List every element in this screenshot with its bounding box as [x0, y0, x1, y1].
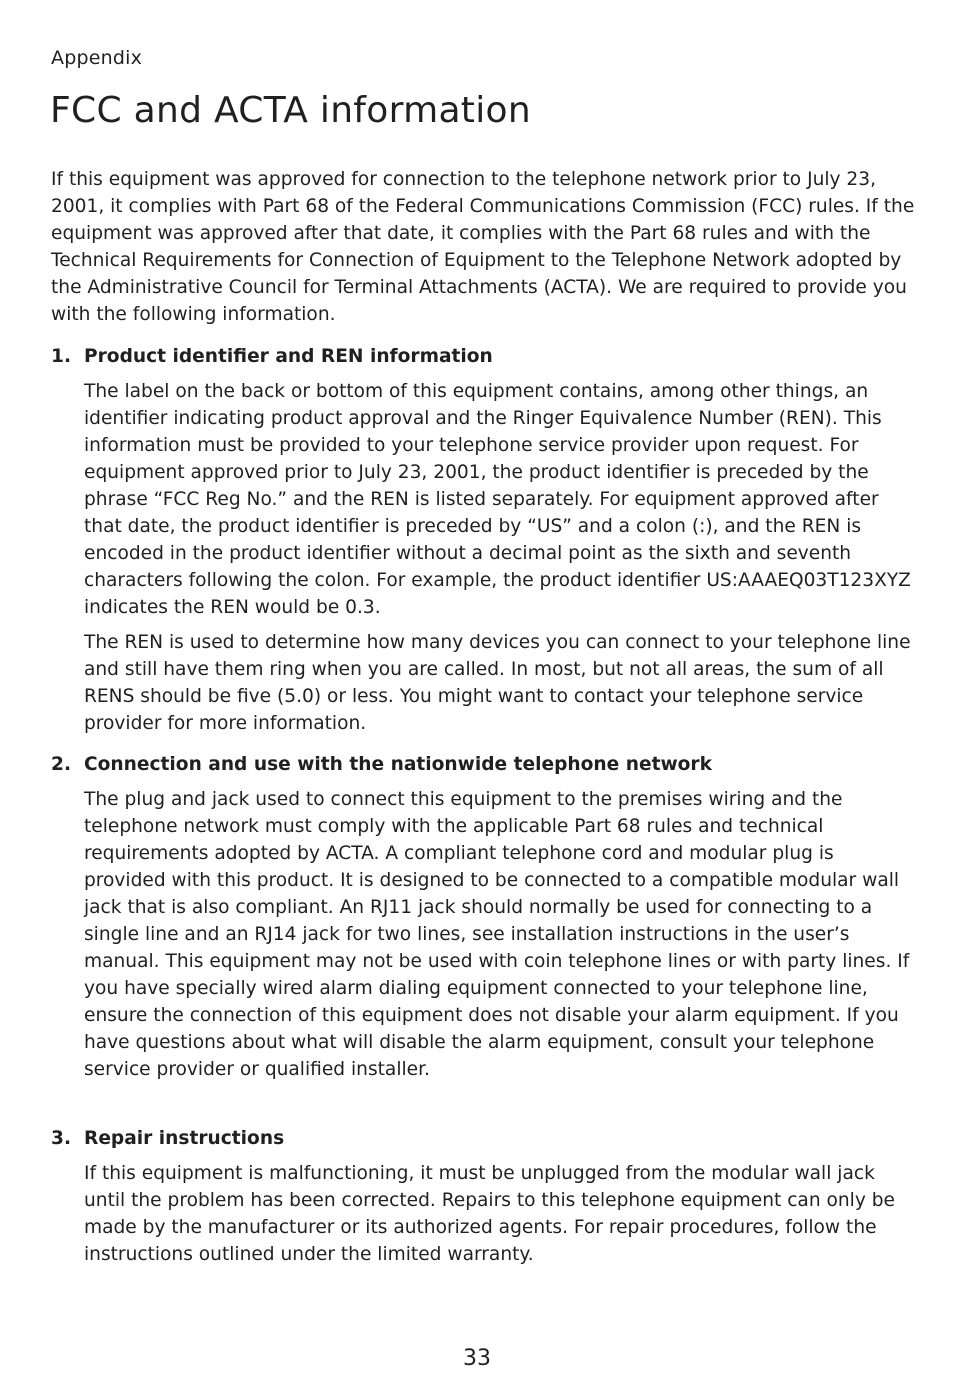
intro-paragraph: If this equipment was approved for connection to the telephone network prior to July 23, 2001, it complies with Part 68 of the Federal Communications Commission (FCC) rules. If the equipment was approved after that date, it complies with the Part 68 rules and with the Technical Requirements for Connection of Equipment to the Telephone Network adopted by the Administrative Council for Terminal Attachments (ACTA). We are required to provide you with the following information. — [51, 169, 915, 325]
list-item-paragraph: The label on the back or bottom of this equipment contains, among other things, an identifier indicating product approval and the Ringer Equivalence Number (REN). This information must be provided to your telephone service provider upon request. For equipment approved prior to July 23, 2001, the product identifier is preceded by the phrase “FCC Reg No.” and the REN is listed separately. For equipment approved after that date, the product identifier is preceded by “US” and a colon (:), and the REN is encoded in the product identifier without a decimal point as the sixth and seventh characters following the colon. For example, the product identifier US:AAAEQ03T123XYZ indicates the REN would be 0.3. — [84, 381, 911, 618]
list-item-number: 2. — [51, 754, 72, 775]
list-item-paragraph: If this equipment is malfunctioning, it must be unplugged from the modular wall jack until the problem has been corrected. Repairs to this telephone equipment can only be made by the manufacturer or its authorized agents. For repair procedures, follow the instructions outlined under the limited warranty. — [84, 1163, 895, 1265]
section-label: Appendix — [51, 47, 143, 69]
list-item-connection — [51, 751, 921, 1091]
list-item-repair — [51, 1125, 921, 1276]
list-item-product-identifier — [51, 343, 921, 745]
list-item-heading: Connection and use with the nationwide telephone network — [84, 754, 712, 775]
list-item-heading: Product identifier and REN information — [84, 346, 493, 367]
list-item-paragraph: The REN is used to determine how many devices you can connect to your telephone line and still have them ring when you are called. In most, but not all areas, the sum of all RENS should be five (5.0) or less. You might want to contact your telephone service provider for more information. — [84, 632, 911, 734]
list-item-number: 1. — [51, 346, 72, 367]
list-item-heading: Repair instructions — [84, 1128, 285, 1149]
page-title: FCC and ACTA information — [50, 90, 531, 131]
list-item-paragraph: The plug and jack used to connect this equipment to the premises wiring and the telephone network must comply with the applicable Part 68 rules and technical requirements adopted by ACTA. A compliant telephone cord and modular plug is provided with this product. It is designed to be connected to a compatible modular wall jack that is also compliant. An RJ11 jack should normally be used for connecting to a single line and an RJ14 jack for two lines, see installation instructions in the user’s manual. This equipment may not be used with coin telephone lines or with party lines. If you have specially wired alarm dialing equipment connected to your telephone line, ensure the connection of this equipment does not disable your alarm equipment. If you have questions about what will disable the alarm equipment, consult your telephone service provider or qualified installer. — [84, 789, 910, 1080]
list-item-number: 3. — [51, 1128, 72, 1149]
page-number: 33 — [463, 1346, 491, 1371]
